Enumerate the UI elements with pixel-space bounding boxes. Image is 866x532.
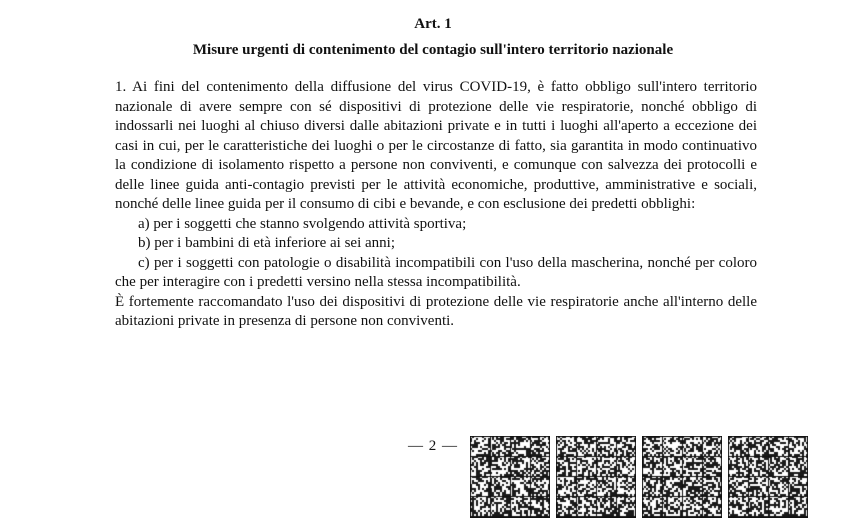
- article-title: Art. 1: [414, 16, 452, 32]
- barcode-block-1-icon: [470, 436, 550, 518]
- barcode-block-3-icon: [642, 436, 722, 518]
- article-body: [115, 78, 757, 332]
- barcode-block-4-icon: [728, 436, 808, 518]
- page-number: — 2 —: [408, 438, 458, 454]
- paragraph-2: È fortemente raccomandato l'uso dei dispositivi di protezione delle vie respiratorie anche all'interno delle abitazioni private in presenza di persone non conviventi.: [115, 293, 757, 329]
- paragraph-1: 1. Ai fini del contenimento della diffusione del virus COVID-19, è fatto obbligo sull'intero territorio nazionale di avere sempre con sé dispositivi di protezione delle vie respiratorie, nonché obbligo di indossarli nei luoghi al chiuso diversi dalle abitazioni private e in tutti i luoghi all'aperto a eccezione dei casi in cui, per le caratteristiche dei luoghi o per le circostanze di fatto, sia garantita in modo continuativo la condizione di isolamento rispetto a persone non conviventi, e comunque con salvezza dei protocolli e delle linee guida anti-contagio previsti per le attività economiche, produttive, amministrative e sociali, nonché delle linee guida per il consumo di cibi e bevande, e con esclusione dei predetti obblighi:: [115, 79, 757, 212]
- list-item-b: b) per i bambini di età inferiore ai sei anni;: [138, 235, 395, 251]
- barcode-strip: [470, 436, 810, 518]
- list-item-a: a) per i soggetti che stanno svolgendo attività sportiva;: [138, 215, 467, 232]
- barcode-block-2-icon: [556, 436, 636, 518]
- list-item-c: c) per i soggetti con patologie o disabilità incompatibili con l'uso della mascherina, nonché per coloro che per interagire con i predetti versino nella stessa incompatibilità.: [115, 254, 757, 290]
- article-subtitle: Misure urgenti di contenimento del contagio sull'intero territorio nazionale: [192, 42, 674, 58]
